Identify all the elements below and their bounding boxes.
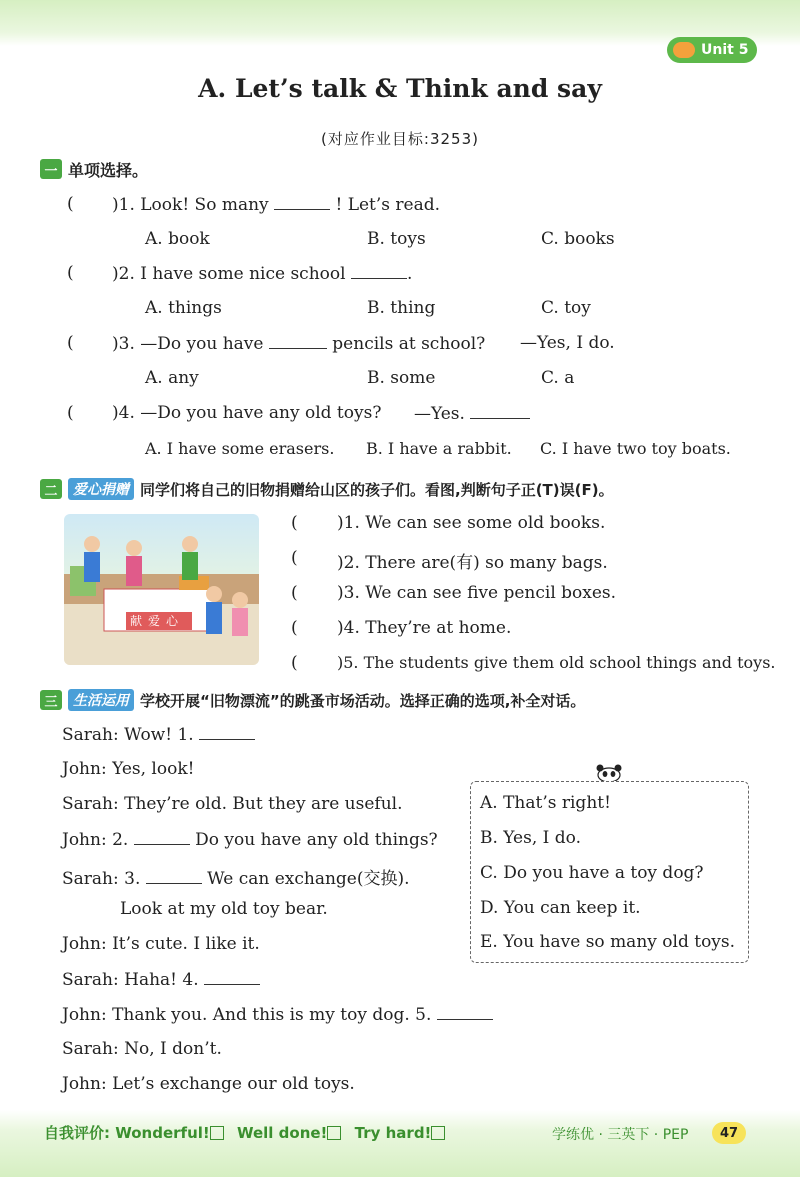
q1-text-a: Look! So many [140,195,269,215]
section-3-tag: 生活运用 [68,689,134,711]
q4-text-b: —Yes. [414,404,465,424]
q3-blank[interactable] [269,333,327,349]
rating-well-done-label: Well done! [236,1124,328,1142]
q1-stem [112,194,440,215]
q3-text-b: pencils at school? [332,334,486,354]
choice-d[interactable]: D. You can keep it. [480,898,641,918]
rating-wonderful-label: Wonderful! [115,1124,210,1142]
dialogue-line-10: Sarah: No, I don’t. [62,1039,222,1059]
q1-text-b: ! Let’s read. [335,195,441,215]
self-evaluation [44,1122,453,1143]
q1-option-c[interactable]: C. books [541,229,615,249]
dialogue-line-9 [62,1004,493,1025]
q1-blank[interactable] [274,194,330,210]
q2-text-b: . [406,264,413,284]
q4-number: )4. [112,403,135,423]
q3-option-c[interactable]: C. a [541,368,575,388]
donation-scene-svg [64,514,259,665]
tf-item-5: )5. The students give them old school things and toys. [337,653,776,672]
tf4-open-paren: ( [291,618,298,638]
q2-option-a[interactable]: A. things [145,298,222,318]
dialogue-line-4 [62,829,438,850]
tf-item-1: )1. We can see some old books. [337,513,606,533]
book-icon [673,42,695,58]
q1-option-b[interactable]: B. toys [367,229,426,249]
dialogue-text-9: John: Thank you. And this is my toy dog. 5. [62,1005,432,1025]
rating-try-hard-checkbox[interactable] [431,1126,445,1140]
tf-item-4: )4. They’re at home. [337,618,512,638]
q2-number: )2. [112,264,135,284]
page-title: A. Let’s talk & Think and say [198,74,602,103]
section-2-tag: 爱心捐赠 [68,478,134,500]
dialogue-text-1: Sarah: Wow! 1. [62,725,194,745]
section-3-title: 学校开展“旧物漂流”的跳蚤市场活动。选择正确的选项,补全对话。 [140,691,586,710]
tf-item-2: )2. There are(有) so many bags. [337,553,608,573]
self-eval-label: 自我评价: [44,1124,110,1142]
choice-b[interactable]: B. Yes, I do. [480,828,581,848]
tf3-open-paren: ( [291,583,298,603]
section-1-number: 一 [40,159,62,179]
rating-well-done-checkbox[interactable] [327,1126,341,1140]
q3-stem [112,333,485,354]
donation-illustration [64,514,259,665]
q4-option-c[interactable]: C. I have two toy boats. [540,439,731,458]
child-head-4 [206,586,222,602]
q4-option-b[interactable]: B. I have a rabbit. [366,439,512,458]
dialogue-text-8: Sarah: Haha! 4. [62,970,199,990]
dialogue-blank-4[interactable] [204,969,260,985]
tf5-open-paren: ( [291,653,298,673]
section-3-heading [40,689,585,711]
section-1-heading [40,158,148,180]
dialogue-after-4: Do you have any old things? [195,830,438,850]
dialogue-blank-3[interactable] [146,868,202,884]
q2-stem [112,263,412,284]
q2-blank[interactable] [351,263,407,279]
dialogue-blank-2[interactable] [134,829,190,845]
child-body-5 [232,608,248,636]
q4-stem [112,403,381,423]
q3-open-paren: ( [67,333,74,353]
choice-a[interactable]: A. That’s right! [480,793,611,813]
q2-open-paren: ( [67,263,74,283]
dialogue-line-2: John: Yes, look! [62,759,195,779]
choice-e[interactable]: E. You have so many old toys. [480,932,736,952]
q3-option-a[interactable]: A. any [145,368,199,388]
section-2-heading [40,478,614,500]
dialogue-line-11: John: Let’s exchange our old toys. [62,1074,355,1094]
dialogue-blank-5[interactable] [437,1004,493,1020]
q4-open-paren: ( [67,403,74,423]
q1-open-paren: ( [67,194,74,214]
dialogue-line-5 [62,864,410,889]
panda-icon [594,763,624,781]
section-3-number: 三 [40,690,62,710]
q3-option-b[interactable]: B. some [367,368,436,388]
book-name: 学练优 · 三英下 · PEP [552,1127,689,1143]
dialogue-line-8 [62,969,260,990]
q3-text-a: —Do you have [140,334,264,354]
child-body-2 [126,556,142,586]
q4-blank[interactable] [470,403,530,419]
page-number: 47 [712,1122,746,1144]
child-body-4 [206,602,222,634]
child-head-5 [232,592,248,608]
dialogue-line-6: Look at my old toy bear. [120,899,328,919]
page-subtitle: (对应作业目标:3253) [321,130,479,148]
tf2-open-paren: ( [291,548,298,568]
dialogue-line-7: John: It’s cute. I like it. [62,934,260,954]
q2-text-a: I have some nice school [140,264,346,284]
tf-item-3: )3. We can see five pencil boxes. [337,583,617,603]
tf1-open-paren: ( [291,513,298,533]
section-1-title: 单项选择。 [68,160,149,180]
q4-option-a[interactable]: A. I have some erasers. [145,439,335,458]
q2-option-c[interactable]: C. toy [541,298,591,318]
section-2-title: 同学们将自己的旧物捐赠给山区的孩子们。看图,判断句子正(T)误(F)。 [140,480,614,499]
q1-number: )1. [112,195,135,215]
dialogue-text-5: Sarah: 3. [62,869,141,889]
q4-answer [414,403,530,424]
section-2-number: 二 [40,479,62,499]
dialogue-text-4: John: 2. [62,830,129,850]
q2-option-b[interactable]: B. thing [367,298,436,318]
q4-text-a: —Do you have any old toys? [140,403,382,423]
unit-badge [667,37,757,63]
q1-option-a[interactable]: A. book [145,229,210,249]
dialogue-line-1 [62,724,255,745]
dialogue-after-5: We can exchange(交换). [207,869,410,889]
child-head-1 [84,536,100,552]
q3-text-c: —Yes, I do. [520,333,615,353]
dialogue-line-3: Sarah: They’re old. But they are useful. [62,794,403,814]
child-body-1 [84,552,100,582]
rating-wonderful-checkbox[interactable] [210,1126,224,1140]
child-head-2 [126,540,142,556]
q3-number: )3. [112,334,135,354]
unit-label: Unit 5 [701,42,749,58]
child-body-3 [182,552,198,580]
dialogue-blank-1[interactable] [199,724,255,740]
choice-c[interactable]: C. Do you have a toy dog? [480,863,704,883]
rating-try-hard-label: Try hard! [354,1124,432,1142]
child-head-3 [182,536,198,552]
banner-text: 献爱心 [130,614,185,628]
